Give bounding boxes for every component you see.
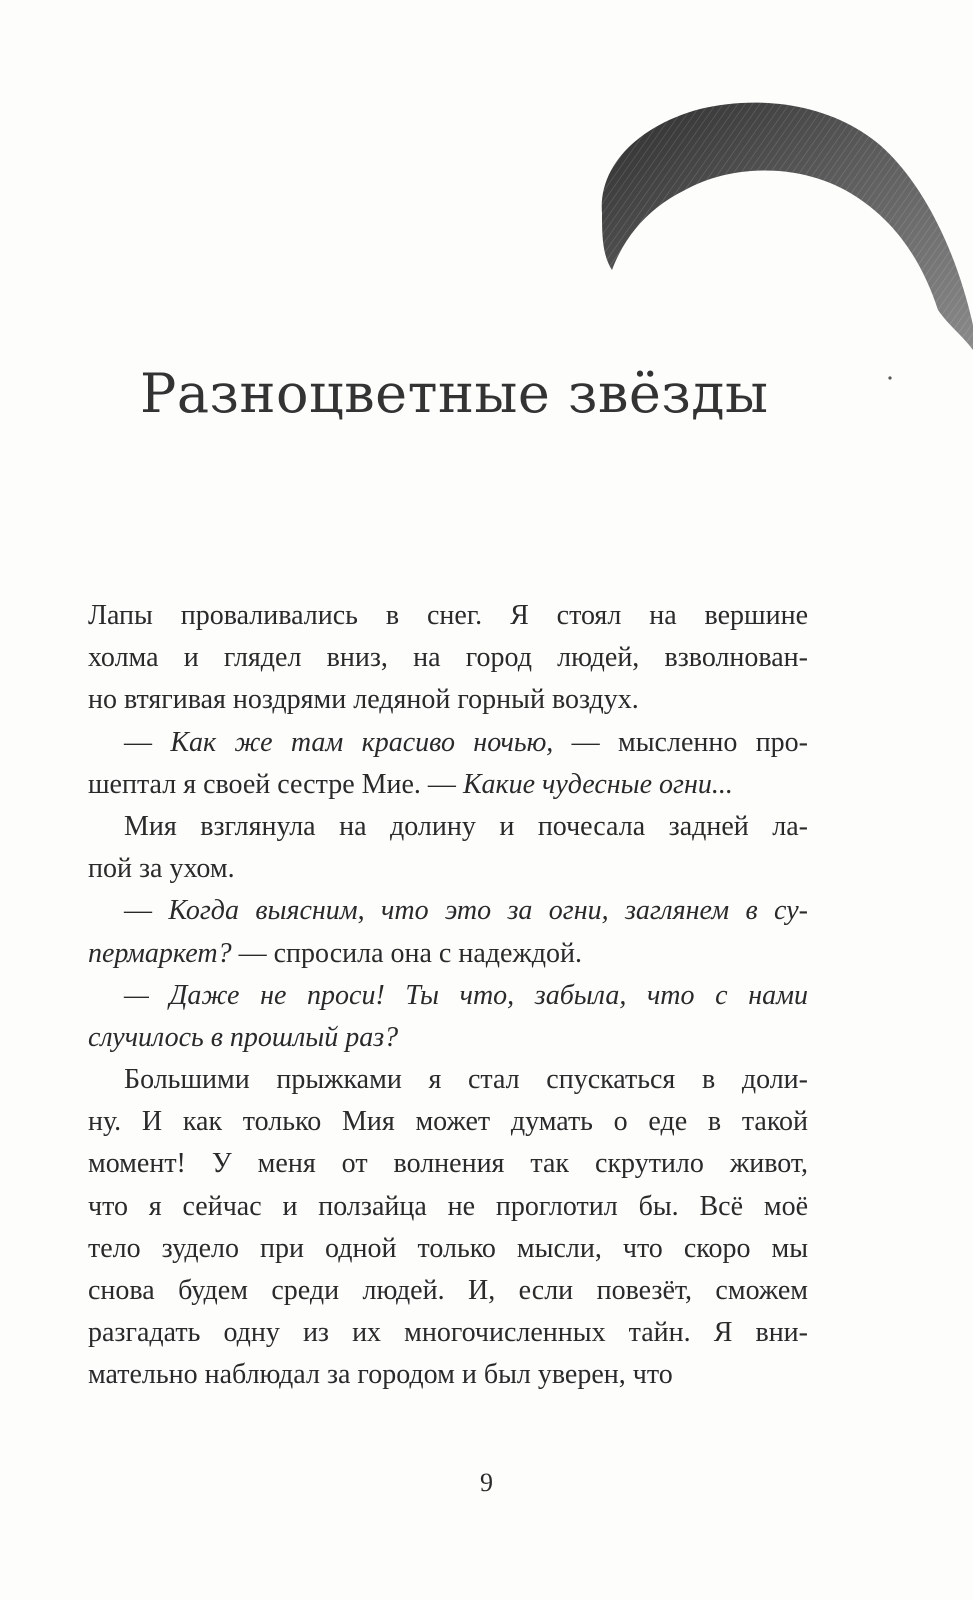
text-line — [88, 848, 808, 890]
italic-text-segment: Когда выясним, что это за огни, заглянем в су- — [168, 895, 808, 927]
text-segment: холма и глядел вниз, на город людей, взволнован- — [88, 642, 808, 674]
paragraph — [88, 595, 808, 722]
text-line — [88, 890, 808, 932]
text-segment: снова будем среди людей. И, если повезёт, сможем — [88, 1275, 808, 1306]
text-line — [88, 1143, 808, 1185]
italic-text-segment: Как же там красиво ночью, — [170, 726, 554, 758]
paragraph — [88, 806, 808, 890]
text-line — [88, 1270, 808, 1312]
page-number: 9 — [480, 1468, 493, 1497]
text-line — [88, 1354, 808, 1396]
text-segment: Большими прыжками я стал спускаться в доли- — [124, 1064, 808, 1096]
italic-text-segment: пермаркет? — [88, 937, 232, 969]
italic-text-segment: Какие чудесные огни... — [462, 768, 733, 800]
text-segment: ну. И как только Мия может думать о еде в такой — [88, 1106, 808, 1138]
paragraph — [88, 1059, 808, 1397]
cat-tail-illustration — [590, 95, 973, 405]
text-line — [88, 1312, 808, 1354]
text-segment: тело зудело при одной только мысли, что скоро мы — [88, 1232, 808, 1264]
text-segment: но втягивая ноздрями ледяной горный воздух. — [88, 684, 639, 716]
text-segment: разгадать одну из их многочисленных тайн. Я вни- — [88, 1317, 808, 1349]
italic-text-segment: — Даже не проси! Ты что, забыла, что с нами — [124, 979, 808, 1011]
text-segment: Мия взглянула на долину и почесала задней ла- — [124, 810, 808, 842]
chapter-body — [88, 595, 808, 1397]
text-segment: Лапы проваливались в снег. Я стоял на вершине — [88, 600, 808, 631]
text-segment: — мысленно про- — [553, 726, 809, 758]
text-line — [88, 975, 808, 1017]
text-line — [88, 679, 808, 721]
paragraph — [88, 890, 808, 974]
italic-text-segment: случилось в прошлый раз? — [88, 1021, 399, 1053]
text-line — [88, 933, 808, 975]
text-segment: что я сейчас и ползайца не проглотил бы. Всё моё — [88, 1190, 808, 1222]
text-line — [88, 1101, 808, 1143]
chapter-title: Разноцветные звёзды — [140, 362, 769, 425]
paragraph — [88, 975, 808, 1059]
text-line — [88, 637, 808, 679]
text-segment: — спросила она с надеждой. — [231, 937, 583, 969]
text-segment: — — [124, 895, 169, 927]
text-line — [88, 595, 808, 637]
paragraph — [88, 722, 808, 806]
text-line — [88, 1059, 808, 1101]
text-segment: момент! У меня от волнения так скрутило живот, — [88, 1148, 808, 1180]
text-segment: мательно наблюдал за городом и был уверен, что — [88, 1359, 673, 1391]
text-segment: пой за ухом. — [88, 853, 235, 885]
text-line — [88, 1228, 808, 1270]
text-segment: шептал я своей сестре Мие. — — [88, 768, 463, 800]
text-line — [88, 806, 808, 848]
text-line — [88, 764, 808, 806]
text-line — [88, 1186, 808, 1228]
text-line — [88, 722, 808, 764]
text-line — [88, 1017, 808, 1059]
text-segment: — — [124, 726, 171, 758]
